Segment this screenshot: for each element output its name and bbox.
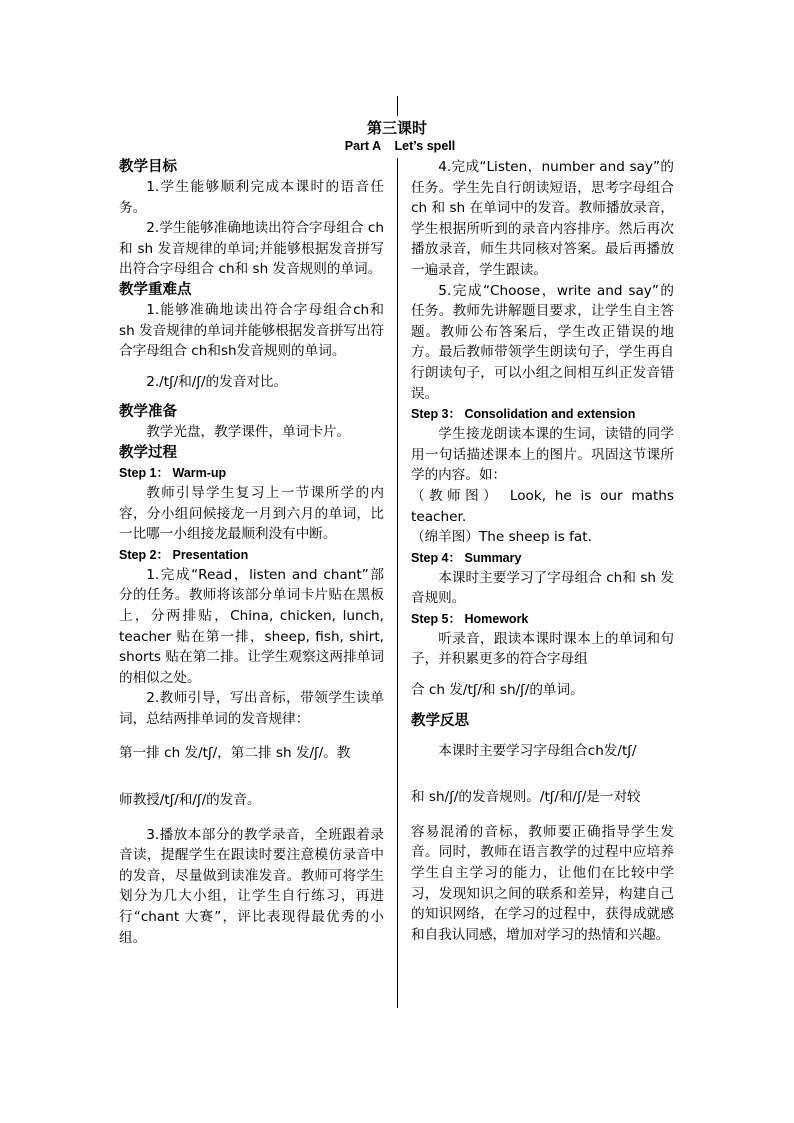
task-5-text: 5.完成“Choose，write and say”的任务。教师先讲解题目要求，让学生自主答题。教师公布答案后，学生改正错误的地方。最后教师带领学生朗读句子，学生再自行朗读句子，可以小组之间相互纠正发音错误。 [411, 282, 674, 402]
step-2-paragraph-3: 第一排 ch 发/tʃ/，第二排 sh 发/ʃ/。教 [119, 745, 351, 762]
page-subtitle: Part A Let’s spell [344, 139, 456, 153]
step-1-text: 教师引导学生复习上一节课所学的内容，分小组问候接龙一月到六月的单词，比一比哪一小组接龙最顺利没有中断。 [119, 484, 384, 543]
heading-process: 教学过程 [119, 444, 177, 461]
example-2: （绵羊图）The sheep is fat. [411, 529, 592, 546]
reflection-line-2: 和 sh/ʃ/的发音规则。/tʃ/和/ʃ/是一对较 [411, 789, 641, 806]
step-2-paragraph-5: 3.播放本部分的教学录音，全班跟着录音读，提醒学生在跟读时要注意模仿录音中的发音，尽量做到读准发音。教师可将学生划分为几大小组，让学生自行练习，再进行“chant 大赛”，评比表现得最优秀的小组。 [119, 826, 384, 946]
example-1: （教师图） Look, he is our maths teacher. [411, 487, 674, 525]
goal-2: 2.学生能够准确地读出符合字母组合 ch 和 sh 发音规律的单词;并能够根据发音拼写出符合字母组合 ch和 sh 发音规则的单词。 [119, 220, 384, 278]
page-title: 第三课时 [366, 119, 427, 137]
heading-goals: 教学目标 [119, 159, 177, 175]
heading-key-points: 教学重难点 [119, 281, 192, 298]
goal-1: 1.学生能够顺利完成本课时的语音任务。 [119, 179, 384, 216]
column-divider-top [397, 96, 398, 116]
step-3-title: Step 3： Consolidation and extension [411, 407, 636, 422]
step-2-paragraph-2: 2.教师引导，写出音标，带领学生读单词，总结两排单词的发音规律： [119, 690, 384, 727]
heading-reflection: 教学反思 [411, 712, 469, 729]
step-2-paragraph-1: 1.完成“Read，listen and chant”部分的任务。教师将该部分单词卡片贴在黑板上，分两排贴，China, chicken, lunch, teacher 贴在第一排，sheep, fish, shirt, shorts 贴在第二排。让学生观察这两排单词的相似之处。 [119, 566, 384, 686]
left-column [119, 157, 384, 948]
step-2-paragraph-4: 师教授/tʃ/和/ʃ/的发音。 [119, 792, 261, 809]
reflection-line-3: 容易混淆的音标，教师要正确指导学生发音。同时，教师在语言教学的过程中应培养学生自主学习的能力，让他们在比较中学习，发现知识之间的联系和差异，构建自己的知识网络，在学习的过程中，获得成就感和自我认同感，增加对学习的热情和兴趣。 [411, 823, 674, 943]
step-5-title: Step 5： Homework [411, 611, 529, 626]
task-4-text: 4.完成“Listen，number and say”的任务。学生先自行朗读短语，思考字母组合 ch 和 sh 在单词中的发音。教师播放录音，学生根据所听到的录音内容排序。然后再次播放录音，师生共同核对答案。最后再播放一遍录音，学生跟读。 [411, 159, 674, 278]
reflection-line-1: 本课时主要学习字母组合ch发/tʃ/ [438, 742, 637, 759]
step-5-text-2: 合 ch 发/tʃ/和 sh/ʃ/的单词。 [411, 682, 584, 699]
right-column [411, 157, 674, 945]
key-point-2: 2./tʃ/和/ʃ/的发音对比。 [146, 373, 288, 390]
heading-preparation: 教学准备 [119, 404, 177, 421]
preparation-text: 教学光盘，教学课件，单词卡片。 [146, 424, 351, 441]
step-2-title: Step 2： Presentation [119, 547, 249, 562]
step-5-text: 听录音，跟读本课时课本上的单词和句子，并积累更多的符合字母组 [411, 630, 674, 668]
step-4-text: 本课时主要学习了字母组合 ch和 sh 发音规则。 [411, 569, 674, 607]
column-divider [397, 158, 398, 1008]
step-4-title: Step 4： Summary [411, 550, 522, 565]
step-1-title: Step 1： Warm-up [119, 465, 227, 480]
key-point-1: 1.能够准确地读出符合字母组合ch和 sh 发音规律的单词并能够根据发音拼写出符合字母组合 ch和sh发音规则的单词。 [119, 301, 384, 360]
step-3-text: 学生接龙朗读本课的生词，读错的同学用一句话描述课本上的图片。巩固这节课所学的内容。如： [411, 426, 674, 484]
